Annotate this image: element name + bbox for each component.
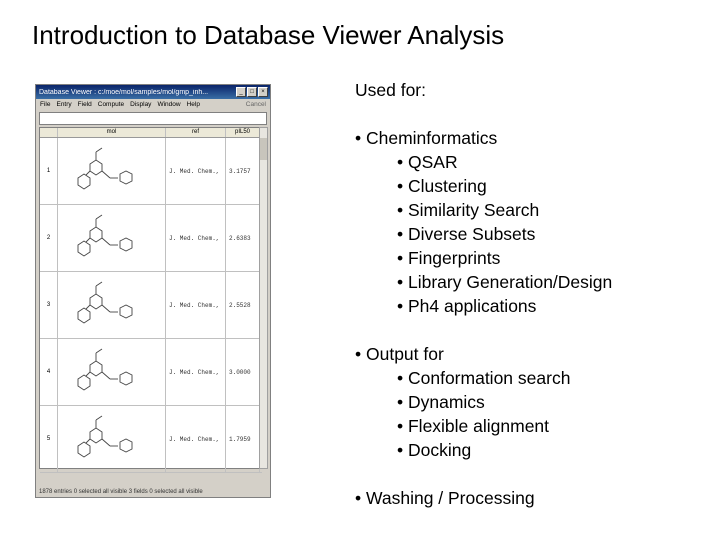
database-viewer-screenshot [35, 84, 271, 498]
sub-bullet-qsar: • QSAR [397, 152, 458, 172]
molecule-cell [58, 406, 166, 472]
menu-compute[interactable]: Compute [97, 101, 125, 108]
sub-bullet-docking: • Docking [397, 440, 472, 460]
menu-field[interactable]: Field [77, 101, 92, 108]
maximize-icon[interactable]: □ [247, 87, 257, 97]
row-index: 1 [40, 138, 58, 204]
table-row[interactable] [40, 272, 262, 339]
ref-cell: J. Med. Chem., [166, 406, 226, 472]
sub-bullet-conformation-search: • Conformation search [397, 368, 571, 388]
value-cell: 3.1757 [226, 138, 260, 204]
used-for-heading: Used for: [355, 80, 426, 100]
menu-help[interactable]: Help [186, 101, 200, 108]
sub-bullet-library-generation: • Library Generation/Design [397, 272, 613, 292]
molecule-structure-icon [70, 144, 150, 198]
ref-cell: J. Med. Chem., [166, 138, 226, 204]
bullet-washing: • Washing / Processing [355, 488, 535, 508]
value-cell: 2.6383 [226, 205, 260, 271]
table-row[interactable] [40, 205, 262, 272]
molecule-structure-icon [70, 345, 150, 399]
molecule-structure-icon [70, 278, 150, 332]
table-row[interactable] [40, 339, 262, 406]
header-ref[interactable]: ref [166, 128, 226, 137]
molecule-cell [58, 272, 166, 338]
sub-bullet-dynamics: • Dynamics [397, 392, 485, 412]
molecule-structure-icon [70, 211, 150, 265]
ref-cell: J. Med. Chem., [166, 339, 226, 405]
row-index: 3 [40, 272, 58, 338]
command-input[interactable] [39, 112, 267, 125]
table-row[interactable] [40, 406, 262, 473]
bullet-output-for: • Output for [355, 344, 444, 364]
status-bar: 1878 entries 0 selected all visible 3 fields 0 selected all visible [39, 489, 203, 495]
menu-display[interactable]: Display [130, 101, 152, 108]
sub-bullet-similarity-search: • Similarity Search [397, 200, 540, 220]
value-cell: 3.0000 [226, 339, 260, 405]
value-cell: 1.7959 [226, 406, 260, 472]
sub-bullet-clustering: • Clustering [397, 176, 487, 196]
row-index: 4 [40, 339, 58, 405]
close-icon[interactable]: × [258, 87, 268, 97]
header-index [40, 128, 58, 137]
grid-header [40, 128, 262, 138]
molecule-cell [58, 339, 166, 405]
sub-bullet-diverse-subsets: • Diverse Subsets [397, 224, 536, 244]
header-mol[interactable]: mol [58, 128, 166, 137]
menu-entry[interactable]: Entry [56, 101, 72, 108]
sub-bullet-flexible-alignment: • Flexible alignment [397, 416, 550, 436]
sub-bullet-ph4: • Ph4 applications [397, 296, 537, 316]
window-title: Database Viewer : c:/moe/mol/samples/mol/gmp_inh... [39, 88, 209, 96]
menubar [36, 99, 270, 110]
header-pil50[interactable]: pIL50 [226, 128, 260, 137]
ref-cell: J. Med. Chem., [166, 205, 226, 271]
minimize-icon[interactable]: _ [236, 87, 246, 97]
ref-cell: J. Med. Chem., [166, 272, 226, 338]
row-index: 5 [40, 406, 58, 472]
table-row[interactable] [40, 138, 262, 205]
sub-bullet-fingerprints: • Fingerprints [397, 248, 501, 268]
bullet-list [355, 78, 612, 510]
row-index: 2 [40, 205, 58, 271]
molecule-cell [58, 138, 166, 204]
value-cell: 2.5528 [226, 272, 260, 338]
bullet-cheminformatics: • Cheminformatics [355, 128, 498, 148]
molecule-cell [58, 205, 166, 271]
menu-file[interactable]: File [40, 101, 51, 108]
vertical-scrollbar[interactable] [259, 127, 268, 469]
scrollbar-thumb[interactable] [260, 138, 267, 160]
menu-window[interactable]: Window [157, 101, 181, 108]
window-titlebar [36, 85, 270, 99]
data-grid [39, 127, 263, 469]
molecule-structure-icon [70, 412, 150, 466]
cancel-button[interactable]: Cancel [245, 101, 266, 108]
slide-title: Introduction to Database Viewer Analysis [32, 20, 505, 50]
